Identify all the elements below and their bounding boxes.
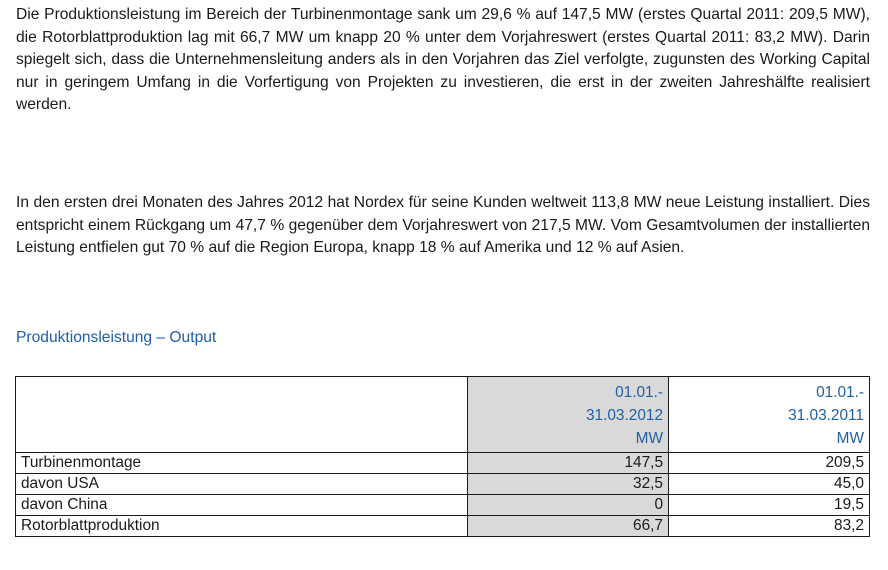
production-output-table [15,376,870,537]
row-label: Turbinenmontage [16,453,468,474]
header-empty-cell [16,377,468,453]
header-cell-2011 [669,377,870,453]
paragraph-production-output: Die Produktionsleistung im Bereich der Turbinenmontage sank um 29,6 % auf 147,5 MW (erstes Quartal 2011: 209,5 MW), die Rotorblattproduktion lag mit 66,7 MW um knapp 20 % unter dem Vorjahreswert (erstes Quartal 2011: 83,2 MW). Darin spiegelt sich, dass die Unternehmensleitung anders als in den Vorjahren das Ziel verfolgte, zugunsten des Working Capital nur in geringem Umfang in die Vorfertigung von Projekten zu investieren, die erst in der zweiten Jahreshälfte realisiert werden. [16,6,870,113]
row-label: davon USA [16,474,468,495]
table-row [16,516,870,537]
header-2012-unit: MW [635,430,663,447]
header-cell-2012 [468,377,669,453]
row-value-2012: 0 [468,495,669,516]
row-value-2011: 83,2 [669,516,870,537]
header-2012-line1: 01.01.- [615,384,663,401]
row-value-2011: 45,0 [669,474,870,495]
header-2011-line2: 31.03.2011 [788,407,864,424]
header-2011-line1: 01.01.- [816,384,864,401]
row-value-2012: 66,7 [468,516,669,537]
table-row [16,474,870,495]
header-2012-line2: 31.03.2012 [585,407,663,424]
paragraph-installed-capacity: In den ersten drei Monaten des Jahres 2012 hat Nordex für seine Kunden weltweit 113,8 MW neue Leistung installiert. Dies entspricht einem Rückgang um 47,7 % gegenüber dem Vorjahreswert von 217,5 MW. Vom Gesamtvolumen der installierten Leistung entfielen gut 70 % auf die Region Europa, knapp 18 % auf Amerika und 12 % auf Asien. [16,194,870,256]
table-header-row [16,377,870,453]
row-value-2011: 209,5 [669,453,870,474]
row-value-2012: 32,5 [468,474,669,495]
row-value-2011: 19,5 [669,495,870,516]
table-row [16,453,870,474]
row-label: davon China [16,495,468,516]
row-value-2012: 147,5 [468,453,669,474]
section-heading: Produktionsleistung – Output [16,329,217,346]
table-row [16,495,870,516]
header-2011-unit: MW [836,430,864,447]
row-label: Rotorblattproduktion [16,516,468,537]
